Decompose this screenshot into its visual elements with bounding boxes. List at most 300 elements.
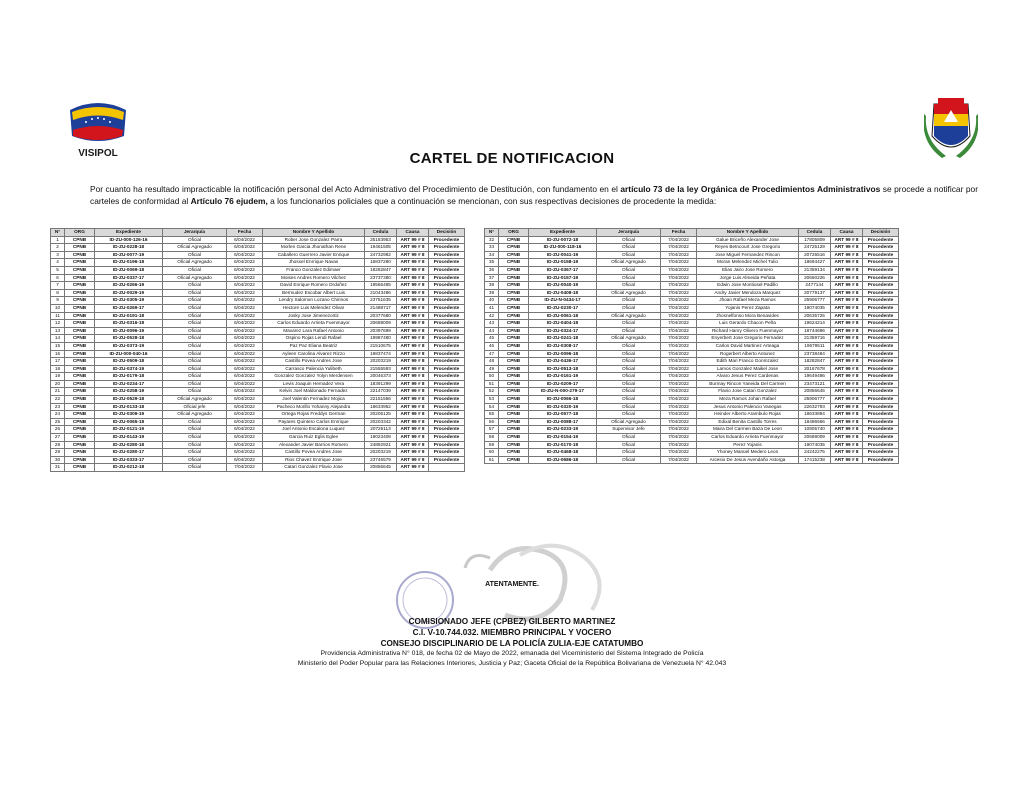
fecha-cell: 6/04/2022 [227, 266, 263, 274]
jerarquia-cell: Oficial [163, 418, 227, 426]
table-row [51, 388, 465, 396]
org-cell: CPNB [65, 403, 95, 411]
expediente-cell: ID-ZU-0191-18 [95, 312, 163, 320]
expediente-cell: ID-ZU-0509-18 [95, 358, 163, 366]
row-number: 19 [51, 373, 65, 381]
cedula-cell: 10905740 [799, 426, 831, 434]
org-cell: CPNB [65, 304, 95, 312]
fecha-cell: 6/04/2022 [227, 403, 263, 411]
cedula-cell: 20203219 [365, 358, 397, 366]
row-number: 30 [51, 456, 65, 464]
nombre-cell: Arcesio De Jesus Avendaño Astorga [697, 456, 799, 464]
fecha-cell: 6/04/2022 [227, 297, 263, 305]
causa-cell: ART 99 # 8 [397, 434, 429, 442]
jerarquia-cell: Oficial [597, 441, 661, 449]
nombre-cell: Carrasco Palencia Yulibeth [263, 365, 365, 373]
nombre-cell: Morlen Garcia Jhonathan Rene [263, 244, 365, 252]
decision-cell: Procedente [429, 259, 465, 267]
table-row [485, 426, 899, 434]
row-number: 33 [485, 244, 499, 252]
table-row [51, 297, 465, 305]
table-row [51, 396, 465, 404]
jerarquia-cell: Oficial [597, 320, 661, 328]
org-cell: CPNB [65, 297, 95, 305]
expediente-cell: ID-ZU-0228-18 [95, 244, 163, 252]
row-number: 22 [51, 396, 65, 404]
cedula-cell: 21555593 [365, 365, 397, 373]
org-cell: CPNB [499, 411, 529, 419]
decision-cell: Procedente [863, 388, 899, 396]
expediente-cell: ID-ZU-0121-19 [95, 426, 163, 434]
row-number: 15 [51, 342, 65, 350]
cedula-cell: 24242275 [799, 449, 831, 457]
fecha-cell: 7/04/2022 [661, 289, 697, 297]
fecha-cell: 7/04/2022 [661, 244, 697, 252]
causa-cell: ART 99 # 8 [397, 304, 429, 312]
org-cell: CPNB [65, 380, 95, 388]
causa-cell: ART 99 # 8 [831, 441, 863, 449]
signatory-id: C.I. V-10.744.032. MIEMBRO PRINCIPAL Y VOCERO [412, 628, 612, 637]
nombre-cell: Ortega Rojas Freddys German [263, 411, 365, 419]
jerarquia-cell: Oficial [597, 434, 661, 442]
nombre-cell: Caballero Guerrero Javier Enrique [263, 251, 365, 259]
row-number: 61 [485, 456, 499, 464]
nombre-cell: Luis Gerardo Chacon Peña [697, 320, 799, 328]
jerarquia-cell: Oficial [597, 456, 661, 464]
causa-cell: ART 99 # 8 [831, 350, 863, 358]
fecha-cell: 6/04/2022 [227, 342, 263, 350]
row-number: 41 [485, 304, 499, 312]
table-row [485, 380, 899, 388]
cedula-cell: 21359134 [799, 266, 831, 274]
jerarquia-cell: Oficial Agregado [597, 418, 661, 426]
decision-cell: Procedente [429, 251, 465, 259]
expediente-cell: ID-ZU-0154-19 [529, 434, 597, 442]
nombre-cell: Carlos David Martinez Arteaga [697, 342, 799, 350]
table-row [485, 388, 899, 396]
fecha-cell: 6/04/2022 [227, 380, 263, 388]
table-row [51, 441, 465, 449]
cedula-cell: 20205125 [365, 411, 397, 419]
org-cell: CPNB [65, 418, 95, 426]
fecha-cell: 6/04/2022 [227, 244, 263, 252]
nombre-cell: Pacheco Morillo Yohanny Alejandra [263, 403, 365, 411]
table-row [485, 335, 899, 343]
expediente-cell: ID-ZU-0029-19 [95, 289, 163, 297]
cedula-cell: 18744696 [799, 327, 831, 335]
column-header: Fecha [227, 229, 263, 237]
jerarquia-cell: Oficial [163, 320, 227, 328]
decision-cell: Procedente [863, 320, 899, 328]
org-cell: CPNB [65, 289, 95, 297]
decision-cell: Procedente [863, 373, 899, 381]
cedula-cell: 20689009 [365, 320, 397, 328]
expediente-cell: ID-ZU-0133-18 [95, 403, 163, 411]
org-cell: CPNB [65, 244, 95, 252]
page-title: CARTEL DE NOTIFICACION [409, 150, 615, 167]
decision-cell: Procedente [429, 456, 465, 464]
row-number: 1 [51, 236, 65, 244]
fecha-cell: 6/04/2022 [227, 335, 263, 343]
jerarquia-cell: Oficial [163, 342, 227, 350]
org-cell: CPNB [65, 350, 95, 358]
cedula-cell: 19074035 [799, 304, 831, 312]
table-row [51, 449, 465, 457]
decision-cell: Procedente [429, 403, 465, 411]
fecha-cell: 7/04/2022 [661, 373, 697, 381]
row-number: 43 [485, 320, 499, 328]
causa-cell: ART 99 # 8 [397, 403, 429, 411]
jerarquia-cell: Oficial [163, 236, 227, 244]
causa-cell: ART 99 # 8 [397, 297, 429, 305]
expediente-cell: ID-ZU-0337-17 [95, 274, 163, 282]
cedula-cell: 19987480 [365, 335, 397, 343]
cedula-cell: 25906777 [799, 396, 831, 404]
nombre-cell: Catari Gonzalez Flavio Jose [263, 464, 365, 472]
table-row [485, 259, 899, 267]
decision-cell: Procedente [429, 373, 465, 381]
causa-cell: ART 99 # 8 [831, 320, 863, 328]
org-cell: CPNB [65, 411, 95, 419]
row-number: 54 [485, 403, 499, 411]
expediente-cell: ID-ZU-0196-18 [95, 259, 163, 267]
decision-cell: Procedente [429, 304, 465, 312]
row-number: 21 [51, 388, 65, 396]
jerarquia-cell: Oficial [597, 365, 661, 373]
expediente-cell: ID-ZU-0305-19 [95, 297, 163, 305]
expediente-cell: ID-ZU-0041-19 [529, 251, 597, 259]
nombre-cell: Jesus Antonio Palencio Vanegas [697, 403, 799, 411]
org-cell: CPNB [65, 373, 95, 381]
fecha-cell: 7/04/2022 [661, 449, 697, 457]
decision-cell: Procedente [863, 282, 899, 290]
cedula-cell: 19679511 [799, 342, 831, 350]
expediente-cell: ID-ZU-0069-18 [95, 266, 163, 274]
table-row [485, 320, 899, 328]
org-cell: CPNB [65, 441, 95, 449]
fecha-cell: 6/04/2022 [227, 365, 263, 373]
fecha-cell: 7/04/2022 [661, 403, 697, 411]
causa-cell: ART 99 # 8 [831, 266, 863, 274]
decision-cell: Procedente [863, 434, 899, 442]
causa-cell: ART 99 # 8 [831, 388, 863, 396]
cedula-cell: 20856645 [799, 388, 831, 396]
nombre-cell: Andry Javier Mendoza Marquez [697, 289, 799, 297]
row-number: 36 [485, 266, 499, 274]
decision-cell: Procedente [429, 335, 465, 343]
decision-cell: Procedente [863, 350, 899, 358]
jerarquia-cell: Oficial [163, 312, 227, 320]
cedula-cell: 25906777 [799, 297, 831, 305]
nombre-cell: Joel Valentin Fernadez Mojica [263, 396, 365, 404]
expediente-cell: ID-ZU-0528-18 [95, 335, 163, 343]
row-number: 28 [51, 441, 65, 449]
table-row [51, 289, 465, 297]
cedula-cell: 18633952 [365, 403, 397, 411]
cedula-cell: 2477144 [799, 282, 831, 290]
nombre-cell: Gonzalez Gonzalez Yolyn Merdensen [263, 373, 365, 381]
expediente-cell: ID-ZU-0258-19 [95, 388, 163, 396]
row-number: 8 [51, 289, 65, 297]
table-row [51, 259, 465, 267]
row-number: 31 [51, 464, 65, 472]
row-number: 42 [485, 312, 499, 320]
jerarquia-cell: Oficial [163, 388, 227, 396]
causa-cell: ART 99 # 8 [831, 244, 863, 252]
causa-cell: ART 99 # 8 [397, 365, 429, 373]
nombre-cell: Alexander Javier Barrios Romero [263, 441, 365, 449]
nombre-cell: Edixal Benita Castillo Torres [697, 418, 799, 426]
org-cell: CPNB [65, 259, 95, 267]
causa-cell: ART 99 # 8 [397, 464, 429, 472]
nombre-cell: Joel Antonio Escalona Luquez [263, 426, 365, 434]
causa-cell: ART 99 # 8 [397, 411, 429, 419]
row-number: 16 [51, 350, 65, 358]
table-row [51, 251, 465, 259]
row-number: 4 [51, 259, 65, 267]
decision-cell: Procedente [863, 403, 899, 411]
row-number: 46 [485, 342, 499, 350]
table-row [51, 426, 465, 434]
expediente-cell: ID-ZU-0233-19 [529, 426, 597, 434]
row-number: 2 [51, 244, 65, 252]
row-number: 11 [51, 312, 65, 320]
notification-table-left [50, 228, 465, 472]
nombre-cell: Richard Hanry Olivero Fuenmayor [697, 327, 799, 335]
expediente-cell: ID-ZU-0143-19 [95, 434, 163, 442]
expediente-cell: ID-ZU-0157-19 [529, 274, 597, 282]
table-row [485, 266, 899, 274]
org-cell: CPNB [499, 266, 529, 274]
table-row [51, 358, 465, 366]
table-row [51, 244, 465, 252]
org-cell: CPNB [499, 426, 529, 434]
row-number: 35 [485, 259, 499, 267]
nombre-cell: Bermudez Escobar Albert Luis [263, 289, 365, 297]
decision-cell: Procedente [429, 380, 465, 388]
table-row [51, 282, 465, 290]
table-row [485, 358, 899, 366]
jerarquia-cell: Oficial [597, 266, 661, 274]
causa-cell: ART 99 # 8 [397, 449, 429, 457]
jerarquia-cell: Supervisor Jefe [597, 426, 661, 434]
nombre-cell: Rogerbert Alberto Antunez [697, 350, 799, 358]
org-cell: CPNB [499, 380, 529, 388]
table-row [485, 441, 899, 449]
fecha-cell: 7/04/2022 [661, 426, 697, 434]
causa-cell: ART 99 # 8 [397, 342, 429, 350]
cedula-cell: 19074035 [799, 441, 831, 449]
causa-cell: ART 99 # 8 [831, 274, 863, 282]
table-row [51, 312, 465, 320]
decision-cell: Procedente [429, 274, 465, 282]
fecha-cell: 7/04/2022 [661, 358, 697, 366]
row-number: 13 [51, 327, 65, 335]
jerarquia-cell: Oficial [163, 434, 227, 442]
table-row [51, 411, 465, 419]
org-cell: CPNB [499, 456, 529, 464]
jerarquia-cell: Oficial [597, 244, 661, 252]
cedula-cell: 18486566 [799, 418, 831, 426]
org-cell: CPNB [499, 358, 529, 366]
jerarquia-cell: Oficial [163, 251, 227, 259]
jerarquia-cell: Oficial [163, 456, 227, 464]
table-row [51, 327, 465, 335]
fecha-cell: 6/04/2022 [227, 289, 263, 297]
footer-providencia: Providencia Administrativa N° 018, de fecha 02 de Mayo de 2022, emanada del Viceministerio del Sistema Integrado de Policía [320, 650, 704, 657]
org-cell: CPNB [65, 282, 95, 290]
table-row [485, 411, 899, 419]
jerarquia-cell: Oficial Agregado [597, 312, 661, 320]
org-cell: CPNB [499, 403, 529, 411]
table-row [485, 236, 899, 244]
org-cell: CPNB [499, 350, 529, 358]
decision-cell: Procedente [863, 396, 899, 404]
table-row [485, 449, 899, 457]
expediente-cell: ID-ZU-0040-19 [529, 282, 597, 290]
decision-cell: Procedente [429, 282, 465, 290]
nombre-cell: Reyes Betncourt Jose Gregorio [697, 244, 799, 252]
decision-cell: Procedente [863, 244, 899, 252]
fecha-cell: 7/04/2022 [661, 274, 697, 282]
fecha-cell: 6/04/2022 [227, 327, 263, 335]
decision-cell: Procedente [863, 456, 899, 464]
org-cell: CPNB [65, 464, 95, 472]
fecha-cell: 6/04/2022 [227, 441, 263, 449]
org-cell: CPNB [65, 449, 95, 457]
table-row [485, 350, 899, 358]
org-cell: CPNB [65, 426, 95, 434]
decision-cell: Procedente [429, 358, 465, 366]
table-row [51, 274, 465, 282]
causa-cell: ART 99 # 8 [397, 251, 429, 259]
nombre-cell: Rios Chavez Enrrique Jose [263, 456, 365, 464]
expediente-cell: ID-ZU-0374-19 [95, 365, 163, 373]
org-cell: CPNB [65, 335, 95, 343]
footer-ministerio: Ministerio del Poder Popular para las Relaciones Interiores, Justicia y Paz; Gaceta Oficial de la República Bolivariana de Venezuela N° 42.043 [297, 660, 727, 667]
org-cell: CPNB [65, 274, 95, 282]
causa-cell: ART 99 # 8 [397, 236, 429, 244]
row-number: 25 [51, 418, 65, 426]
fecha-cell: 6/04/2022 [227, 251, 263, 259]
table-row [51, 236, 465, 244]
nombre-cell: Kelvin Joel Maldonado Fernadez [263, 388, 365, 396]
decision-cell: Procedente [429, 320, 465, 328]
org-cell: CPNB [65, 327, 95, 335]
nombre-cell: Moran Melendez Michel Tulio [697, 259, 799, 267]
expediente-cell: ID-ZU-0367-17 [529, 266, 597, 274]
column-header: ORG [499, 229, 529, 237]
fecha-cell: 7/04/2022 [661, 441, 697, 449]
table-row [485, 274, 899, 282]
cedula-cell: 20635725 [799, 312, 831, 320]
fecha-cell: 7/04/2022 [661, 396, 697, 404]
causa-cell: ART 99 # 8 [831, 282, 863, 290]
cedula-cell: 18391299 [365, 380, 397, 388]
table-row [485, 456, 899, 464]
jerarquia-cell: Oficial [163, 297, 227, 305]
row-number: 29 [51, 449, 65, 457]
expediente-cell: ID-ZU-0316-18 [95, 320, 163, 328]
causa-cell: ART 99 # 8 [831, 236, 863, 244]
cedula-cell: 20779137 [799, 289, 831, 297]
decision-cell: Procedente [863, 418, 899, 426]
org-cell: CPNB [65, 396, 95, 404]
nombre-cell: Franco Gonzalez Edimaer [263, 266, 365, 274]
row-number: 34 [485, 251, 499, 259]
row-number: 49 [485, 365, 499, 373]
jerarquia-cell: Oficial [163, 426, 227, 434]
causa-cell: ART 99 # 8 [397, 289, 429, 297]
cedula-cell: 19837474 [365, 350, 397, 358]
cedula-cell: 23737380 [365, 274, 397, 282]
jerarquia-cell: Oficial [163, 464, 227, 472]
decision-cell: Procedente [863, 289, 899, 297]
row-number: 53 [485, 396, 499, 404]
row-number: 40 [485, 297, 499, 305]
row-number: 3 [51, 251, 65, 259]
expediente-cell: ID-ZU-0309-19 [95, 411, 163, 419]
cedula-cell: 20660226 [799, 274, 831, 282]
expediente-cell: ID-ZU-0436-17 [529, 358, 597, 366]
nombre-cell: Enyerbert Jose Gregorio Fernadez [697, 335, 799, 343]
expediente-cell: ID-ZU-0513-18 [529, 365, 597, 373]
fecha-cell: 7/04/2022 [661, 282, 697, 290]
decision-cell: Procedente [429, 418, 465, 426]
expediente-cell: ID-ZU-0170-18 [529, 441, 597, 449]
nombre-cell: Lamos Gonzalez Maikel Jose [697, 365, 799, 373]
table-row [51, 403, 465, 411]
expediente-cell: ID-ZU-0179-18 [95, 373, 163, 381]
org-cell: CPNB [499, 388, 529, 396]
decision-cell: Procedente [429, 441, 465, 449]
decision-cell: Procedente [863, 312, 899, 320]
causa-cell: ART 99 # 8 [831, 365, 863, 373]
causa-cell: ART 99 # 8 [397, 418, 429, 426]
fecha-cell: 7/04/2022 [661, 251, 697, 259]
row-number: 56 [485, 418, 499, 426]
decision-cell: Procedente [429, 350, 465, 358]
causa-cell: ART 99 # 8 [397, 259, 429, 267]
expediente-cell: ID-ZU-N-000-279-17 [529, 388, 597, 396]
org-cell: CPNB [499, 236, 529, 244]
row-number: 12 [51, 320, 65, 328]
causa-cell: ART 99 # 8 [397, 350, 429, 358]
expediente-cell: ID-ZU-0212-18 [95, 464, 163, 472]
org-cell: CPNB [65, 358, 95, 366]
causa-cell: ART 99 # 8 [831, 411, 863, 419]
column-header: Jerarquía [597, 229, 661, 237]
org-cell: CPNB [65, 320, 95, 328]
fecha-cell: 6/04/2022 [227, 259, 263, 267]
causa-cell: ART 99 # 8 [831, 456, 863, 464]
expediente-cell: ID-ZU-0234-17 [95, 380, 163, 388]
jerarquia-cell: Oficial [163, 289, 227, 297]
expediente-cell: ID-ZU-0468-18 [529, 449, 597, 457]
org-cell: CPNB [65, 456, 95, 464]
causa-cell: ART 99 # 8 [831, 342, 863, 350]
cedula-cell: 19649486 [799, 373, 831, 381]
causa-cell: ART 99 # 8 [397, 266, 429, 274]
causa-cell: ART 99 # 8 [397, 373, 429, 381]
expediente-cell: ID-ZU-0266-19 [95, 282, 163, 290]
jerarquia-cell: Oficial [597, 342, 661, 350]
causa-cell: ART 99 # 8 [831, 373, 863, 381]
fecha-cell: 6/04/2022 [227, 434, 263, 442]
causa-cell: ART 99 # 8 [397, 312, 429, 320]
nombre-cell: Castillo Povea Andres Jose [263, 449, 365, 457]
jerarquia-cell: Oficial [163, 266, 227, 274]
